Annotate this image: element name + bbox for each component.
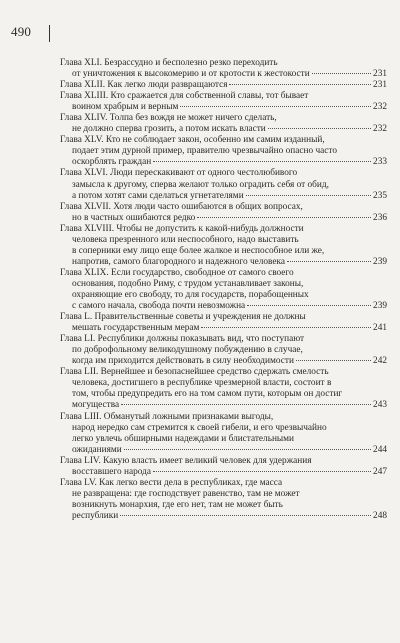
toc-entry[interactable] [60,268,387,312]
toc-entry[interactable] [60,80,387,91]
toc-entry-page-number: 241 [373,323,387,334]
toc-entry-text: Глава LII. Вернейшее и безопаснейшее средство сдержать смелость [60,367,329,378]
toc-entry-page-number: 235 [373,190,387,201]
toc-entry[interactable] [60,58,387,80]
toc-entry-text: Глава XLII. Как легко люди развращаются [60,80,228,91]
toc-entry-page-number: 242 [373,356,387,367]
toc-entry-text: ожиданиями [72,444,122,455]
dot-leader [201,326,371,328]
toc-entry-line [60,423,387,434]
dot-leader [121,403,371,405]
toc-entry-text: Глава XLIII. Кто сражается для собственной славы, тот бывает [60,91,309,102]
toc-entry[interactable] [60,91,387,113]
toc-entry-text: республики [72,510,119,521]
dot-leader [312,72,371,74]
toc-entry-text: человека презренного или неспособного, надо выставить [72,234,299,245]
toc-entry[interactable] [60,367,387,411]
toc-entry[interactable] [60,135,387,168]
dot-leader [180,105,371,107]
toc-entry-line [60,69,387,80]
toc-entry-line [60,124,387,135]
toc-entry-text: Глава XLVI. Люди перескакивают от одного честолюбивого [60,168,298,179]
toc-entry-page-number: 231 [373,69,387,80]
dot-leader [197,216,371,218]
toc-entry-page-number: 247 [373,466,387,477]
table-of-contents [60,58,387,522]
toc-entry-text: Глава XLVII. Хотя люди часто ошибаются в общих вопросах, [60,201,303,212]
toc-entry-line [60,489,387,500]
toc-entry-text: подает этим дурной пример, правителю чрезвычайно опасно часто [72,146,337,157]
toc-entry-line [60,157,387,168]
toc-entry-text: с самого начала, свобода почти невозможна [72,301,246,312]
toc-entry[interactable] [60,202,387,224]
dot-leader [124,448,371,450]
toc-entry-text: но в частных ошибаются редко [72,212,196,223]
toc-entry-line [60,367,387,378]
toc-entry[interactable] [60,224,387,268]
toc-entry-line [60,58,387,69]
toc-entry-line [60,213,387,224]
toc-entry-text: человека, достигшего в республике чрезмерной власти, состоит в [72,378,332,389]
toc-entry-page-number: 244 [373,444,387,455]
toc-entry[interactable] [60,478,387,522]
toc-entry-text: мешать государственным мерам [72,323,200,334]
toc-entry-line [60,334,387,345]
toc-entry-text: Глава XLV. Кто не соблюдает закон, особенно им самим изданный, [60,135,325,146]
toc-entry-text: не развращена: где господствует равенство, там не может [72,488,300,499]
toc-entry-text: народ нередко сам стремится к своей гибели, и его чрезвычайно [72,422,327,433]
toc-entry[interactable] [60,312,387,334]
toc-entry-line [60,456,387,467]
toc-entry[interactable] [60,113,387,135]
toc-entry-line [60,168,387,179]
toc-entry-line [60,180,387,191]
toc-entry-text: легко увлечь обширными надеждами и блистательными [72,433,295,444]
toc-entry-text: Глава XLVIII. Чтобы не допустить к какой-нибудь должности [60,223,304,234]
dot-leader [120,514,371,516]
toc-entry-text: когда им приходится действовать в силу необходимости [72,356,294,367]
toc-entry-text: Глава LIII. Обманутый ложными признаками выгоды, [60,411,274,422]
dot-leader [268,127,371,129]
page-number: 490 [11,24,32,39]
toc-entry-text: Глава XLIX. Если государство, свободное от самого своего [60,267,294,278]
toc-entry-page-number: 232 [373,102,387,113]
toc-entry-page-number: 232 [373,124,387,135]
dot-leader [229,83,371,85]
toc-entry-text: могущества [72,400,120,411]
dot-leader [153,470,371,472]
toc-entry-line [60,445,387,456]
dot-leader [153,160,371,162]
toc-entry-text: от уничтожения к высокомерию и от кротости к жестокости [72,69,310,80]
toc-entry-line [60,102,387,113]
toc-entry-line [60,511,387,522]
toc-entry-text: Глава L. Правительственные советы и учреждения не должны [60,312,306,323]
toc-entry-page-number: 233 [373,157,387,168]
toc-entry[interactable] [60,334,387,367]
toc-entry-line [60,378,387,389]
toc-entry-text: не должно сперва грозить, а потом искать власти [72,124,266,135]
dot-leader [296,359,371,361]
dot-leader [247,304,371,306]
toc-entry-line [60,235,387,246]
toc-entry-page-number: 236 [373,212,387,223]
toc-entry-page-number: 239 [373,301,387,312]
toc-entry-page-number: 239 [373,256,387,267]
toc-entry-line [60,301,387,312]
toc-entry-line [60,146,387,157]
dot-leader [287,260,371,262]
toc-entry-line [60,224,387,235]
toc-entry-line [60,191,387,202]
toc-entry-text: том, чтобы предупредить его на том самом пути, которым он достиг [72,389,343,400]
toc-entry-text: Глава XLIV. Толпа без вождя не может ничего сделать, [60,113,277,124]
toc-entry-page-number: 248 [373,510,387,521]
toc-entry[interactable] [60,412,387,456]
toc-entry-line [60,478,387,489]
toc-entry-line [60,246,387,257]
toc-entry-line [60,202,387,213]
toc-entry-line [60,268,387,279]
toc-entry-text: восставшего народа [72,466,151,477]
toc-entry-text: а потом хотят сами сделаться угнетателями [72,190,244,201]
toc-entry-text: Глава LV. Как легко вести дела в республиках, где масса [60,477,283,488]
toc-entry-line [60,356,387,367]
toc-entry-text: оскорблять граждан [72,157,152,168]
toc-entry-line [60,400,387,411]
toc-entry-line [60,290,387,301]
toc-entry-line [60,80,387,91]
toc-entry-line [60,412,387,423]
toc-entry-page-number: 243 [373,400,387,411]
toc-entry-text: Глава LIV. Какую власть имеет великий человек для удержания [60,455,312,466]
toc-entry-line [60,389,387,400]
toc-entry-text: Глава LI. Республики должны показывать вид, что поступают [60,334,305,345]
toc-entry-line [60,500,387,511]
toc-entry-text: замысла к другому, сперва желают только оградить себя от обид, [72,179,329,190]
page-number-rule [49,25,50,42]
toc-entry-line [60,113,387,124]
toc-entry-text: основания, подобно Риму, с трудом устанавливает законы, [72,278,304,289]
dot-leader [246,194,371,196]
toc-entry-line [60,91,387,102]
toc-entry-text: воином храбрым и верным [72,102,179,113]
toc-entry-text: охраняющие его свободу, то для государств, порабощенных [72,289,309,300]
toc-entry-line [60,467,387,478]
toc-entry-line [60,279,387,290]
toc-entry-text: Глава XLI. Безрассудно и бесполезно резко переходить [60,58,278,68]
toc-entry-line [60,323,387,334]
toc-entry-line [60,257,387,268]
toc-entry-text: напротив, самого благородного и надежного человека [72,256,286,267]
toc-entry[interactable] [60,456,387,478]
toc-entry-text: возникнуть монархия, где его нет, там не может быть [72,499,283,510]
toc-entry-page-number: 231 [373,80,387,91]
toc-entry-text: в соперники ему лицо еще более жалкое и неспособное или же, [72,245,325,256]
toc-entry-line [60,434,387,445]
toc-entry-line [60,312,387,323]
toc-entry-line [60,345,387,356]
toc-entry[interactable] [60,168,387,201]
toc-entry-line [60,135,387,146]
toc-entry-text: по доброфольному великодушному побуждению в случае, [72,345,303,356]
